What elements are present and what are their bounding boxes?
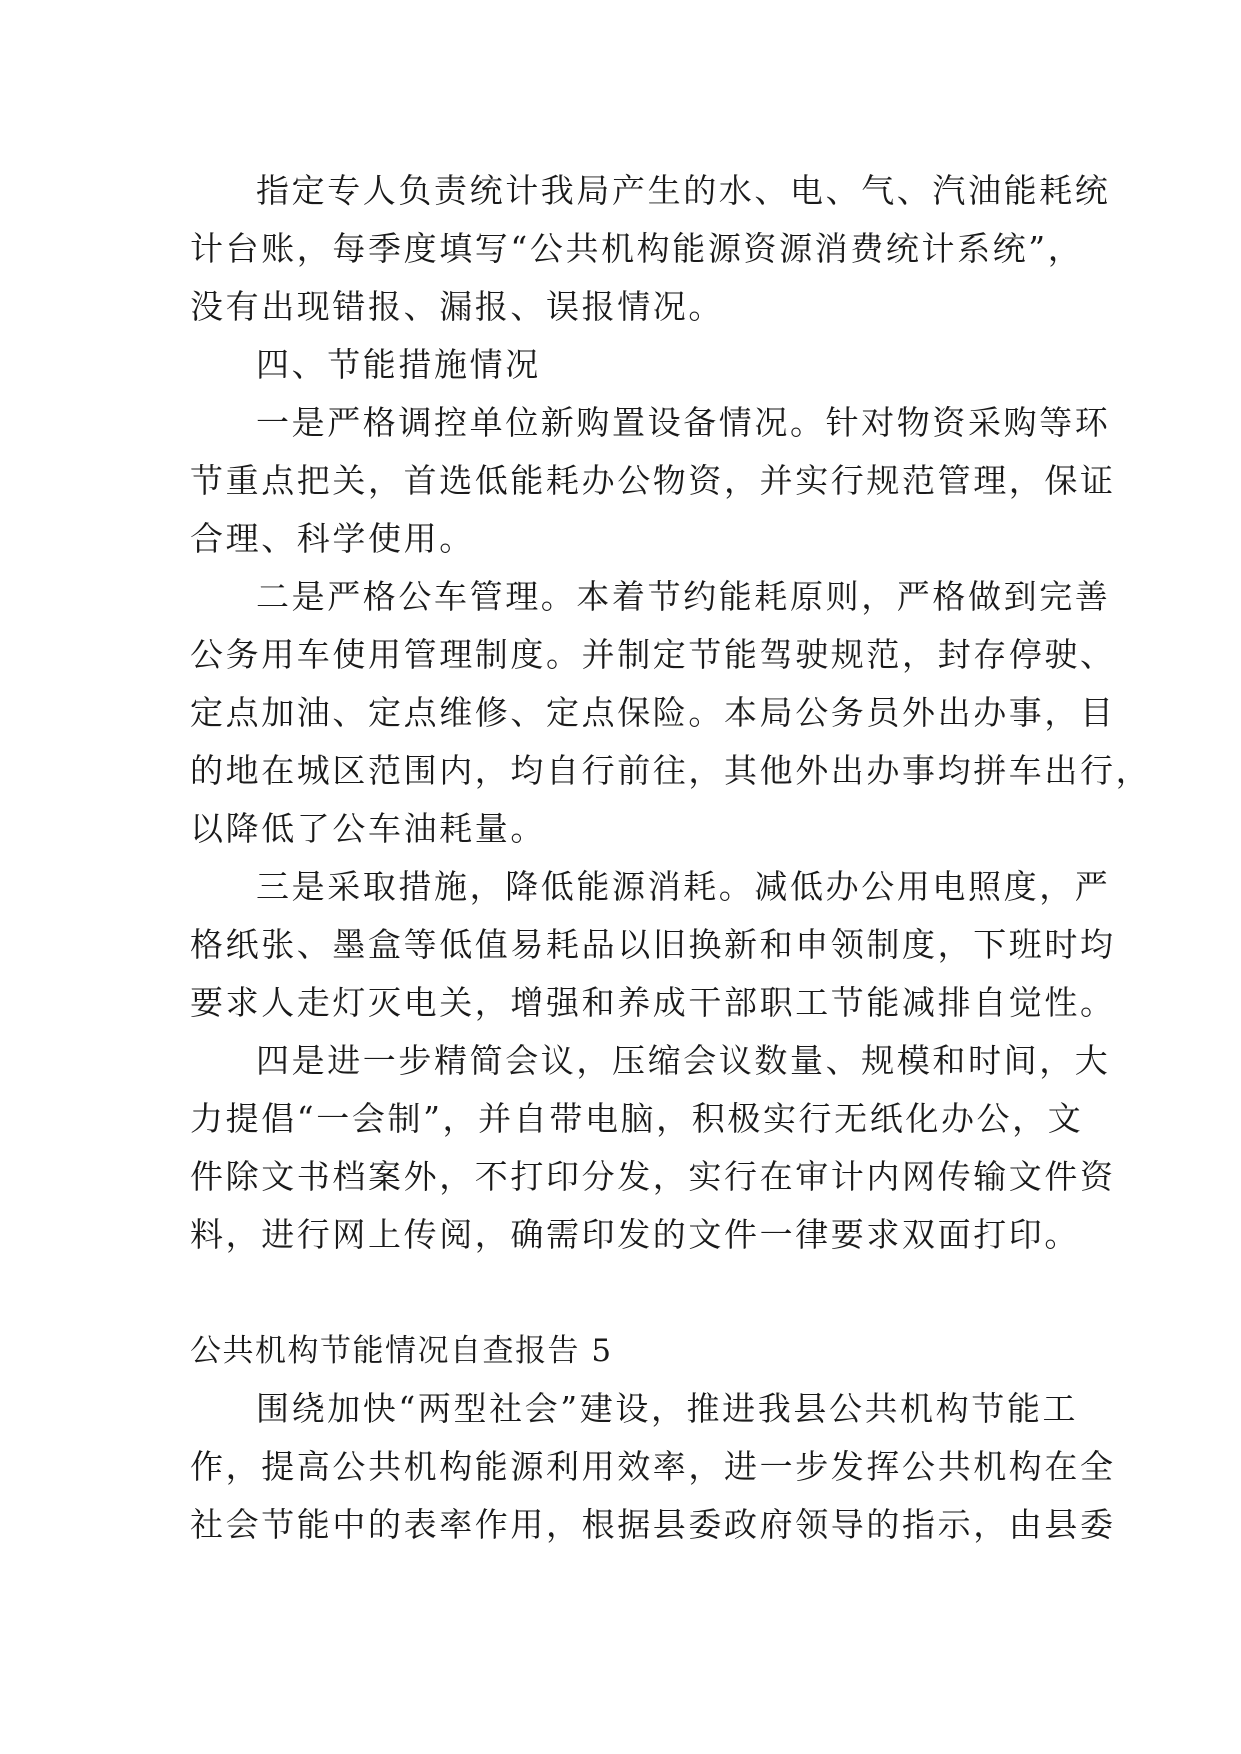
text-line: 计台账，每季度填写“公共机构能源资源消费统计系统”， — [190, 229, 1084, 268]
text-line: 合理、科学使用。 — [190, 519, 475, 558]
paragraph-equipment — [190, 394, 1116, 568]
text-line: 格纸张、墨盒等低值易耗品以旧换新和申领制度，下班时均 — [190, 925, 1116, 964]
text-line: 定点加油、定点维修、定点保险。本局公务员外出办事，目 — [190, 693, 1116, 732]
text-line: 三是采取措施，降低能源消耗。减低办公用电照度，严 — [256, 867, 1111, 906]
text-line: 围绕加快“两型社会”建设，推进我县公共机构节能工 — [256, 1389, 1079, 1428]
paragraph-energy — [190, 858, 1116, 1032]
text-line: 指定专人负责统计我局产生的水、电、气、汽油能耗统 — [256, 171, 1111, 210]
text-line: 料，进行网上传阅，确需印发的文件一律要求双面打印。 — [190, 1215, 1080, 1254]
document-body — [190, 162, 1152, 1554]
section-gap — [190, 1264, 1070, 1322]
text-line: 一是严格调控单位新购置设备情况。针对物资采购等环 — [256, 403, 1111, 442]
text-line: 社会节能中的表率作用，根据县委政府领导的指示，由县委 — [190, 1505, 1116, 1544]
text-line: 没有出现错报、漏报、误报情况。 — [190, 287, 724, 326]
report-title: 公共机构节能情况自查报告 5 — [190, 1333, 613, 1369]
section-heading: 四、节能措施情况 — [256, 345, 541, 384]
paragraph-meetings — [190, 1032, 1116, 1264]
text-line: 力提倡“一会制”，并自带电脑，积极实行无纸化办公，文 — [190, 1099, 1084, 1138]
text-line: 的地在城区范围内，均自行前往，其他外出办事均拼车出行， — [190, 751, 1152, 790]
paragraph-vehicles — [190, 568, 1152, 858]
text-line: 公务用车使用管理制度。并制定节能驾驶规范，封存停驶、 — [190, 635, 1116, 674]
text-line: 作，提高公共机构能源利用效率，进一步发挥公共机构在全 — [190, 1447, 1116, 1486]
text-line: 四是进一步精简会议，压缩会议数量、规模和时间，大 — [256, 1041, 1111, 1080]
text-line: 以降低了公车油耗量。 — [190, 809, 546, 848]
text-line: 节重点把关，首选低能耗办公物资，并实行规范管理，保证 — [190, 461, 1116, 500]
text-line: 件除文书档案外，不打印分发，实行在审计内网传输文件资 — [190, 1157, 1116, 1196]
text-line: 要求人走灯灭电关，增强和养成干部职工节能减排自觉性。 — [190, 983, 1116, 1022]
text-line: 二是严格公车管理。本着节约能耗原则，严格做到完善 — [256, 577, 1111, 616]
paragraph-statistics — [190, 162, 1111, 336]
paragraph-intro — [190, 1380, 1116, 1554]
